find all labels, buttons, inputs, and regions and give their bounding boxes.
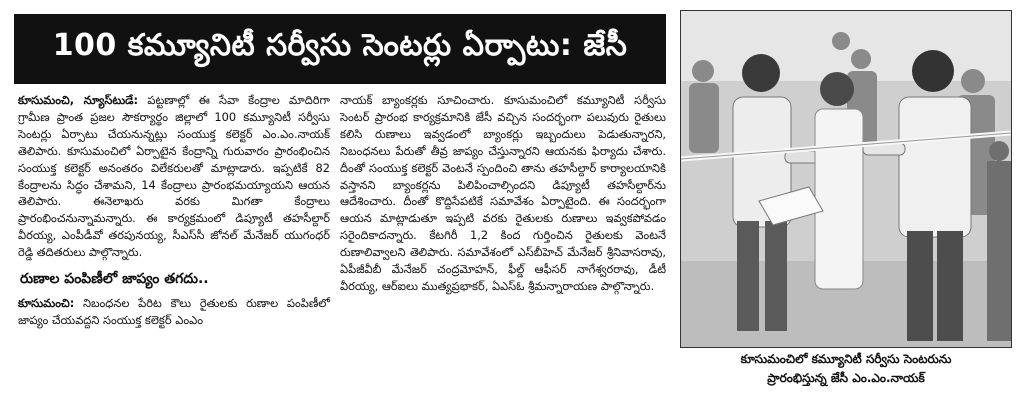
paragraph-2-text: నిబంధనల పేరిట కౌలు రైతులకు రుణాల పంపిణీలో జాప్యం చేయవద్దని సంయుక్త కలెక్టర్ ఎంఎం (18, 296, 330, 327)
dateline-2: కూసుమంచి: (18, 296, 75, 311)
middle-column (340, 92, 666, 295)
photo-caption (680, 350, 1012, 388)
paragraph-1 (18, 92, 330, 261)
headline-bar (14, 14, 666, 84)
subheading: రుణాల పంపిణీలో జాప్యం తగదు.. (20, 271, 209, 288)
left-column (18, 92, 330, 329)
headline: 100 కమ్యూనిటీ సర్వీసు సెంటర్లు ఏర్పాటు: జేసీ (52, 28, 628, 63)
paragraph-2 (18, 295, 330, 329)
news-photo (680, 10, 1012, 348)
photo-ribbon-cutting-ceremony-icon (681, 11, 1011, 347)
caption-line-1: కూసుమంచిలో కమ్యూనిటీ సర్వీసు సెంటరును (740, 352, 952, 366)
caption-line-2: ప్రారంభిస్తున్న జేసీ ఎం.ఎం.నాయక్ (767, 371, 925, 385)
paragraph-1-text: పట్టణాల్లో ఈ సేవా కేంద్రాల మాదిరిగా గ్రామీణ ప్రాంత ప్రజల సౌకర్యార్థం జిల్లాలో 100 కమ్యూనిటీ సర్వీసు సెంటర్లు ఏర్పాటు చేయనున్నట్లు సంయుక్త కలెక్టర్ ఎం.ఎం.నాయక్ తెలిపారు. కూసుమంచిలో ఏర్పాటైన కేంద్రాన్ని గురువారం ప్రారంభించిన సంయుక్త కలెక్టర్ అనంతరం విలేకరులతో మాట్లాడారు. ఇప్పటికే 82 కేంద్రాలను సిద్ధం చేశామని, 14 కేంద్రాలు ప్రారంభమయ్యాయని ఆయన తెలిపారు. ఈనెలాఖరు వరకు మిగతా కేంద్రాలు ప్రారంభించనున్నామన్నారు. ఈ కార్యక్రమంలో డిప్యూటీ తహసీల్దార్ వీరయ్య, ఎంపీడీవో తరపునయ్య, సీఎస్‌సీ జోనల్ మేనేజర్ యుగంధర్ రెడ్డి తదితరులు పాల్గొన్నారు. (18, 93, 330, 260)
paragraph-3: నాయక్ బ్యాంకర్లకు సూచించారు. కూసుమంచిలో కమ్యూనిటీ సర్వీసు సెంటర్ ప్రారంభ కార్యక్రమానికి జేసీ వచ్చిన సందర్భంగా పలువురు రైతులు కలిసి రుణాలు ఇవ్వడంలో బ్యాంకర్లు ఇబ్బందులు పెడుతున్నారని, నిబంధనలు పేరుతో తీవ్ర జాప్యం చేస్తున్నారని ఆయనకు ఫిర్యాదు చేశారు. దీంతో సంయుక్త కలెక్టర్ వెంటనే స్పందించి తాను తహసీల్దార్ కార్యాలయానికి వస్తానని బ్యాంకర్లను పిలిపించాల్సిందని డిప్యూటీ తహసీల్దార్‌ను ఆదేశించారు. దీంతో కొద్దిసేపటికే సమావేశం ఏర్పాటైంది. ఈ సందర్భంగా ఆయన మాట్లాడుతూ ఇప్పటి వరకు రైతులకు రుణాలు ఇవ్వకపోవడం సరైందికాదన్నారు. కేటగిరీ 1,2 కింద గుర్తించిన రైతులకు వెంటనే రుణాలివ్వాలని తెలిపారు. సమావేశంలో ఎస్‌బీహెచ్ మేనేజర్ శ్రీనివాసరావు, ఏపీజీవీబీ మేనేజర్ చంద్రమోహన్, ఫీల్డ్ ఆఫీసర్ నాగేశ్వరరావు, డీటీ వీరయ్య, ఆర్‌ఐలు ముత్యప్రభాకర్, ఏఎస్‌ఓ శ్రీమన్నారాయణ పాల్గొన్నారు. (340, 93, 666, 293)
dateline: కూసుమంచి, న్యూస్‌టుడే: (18, 93, 139, 107)
